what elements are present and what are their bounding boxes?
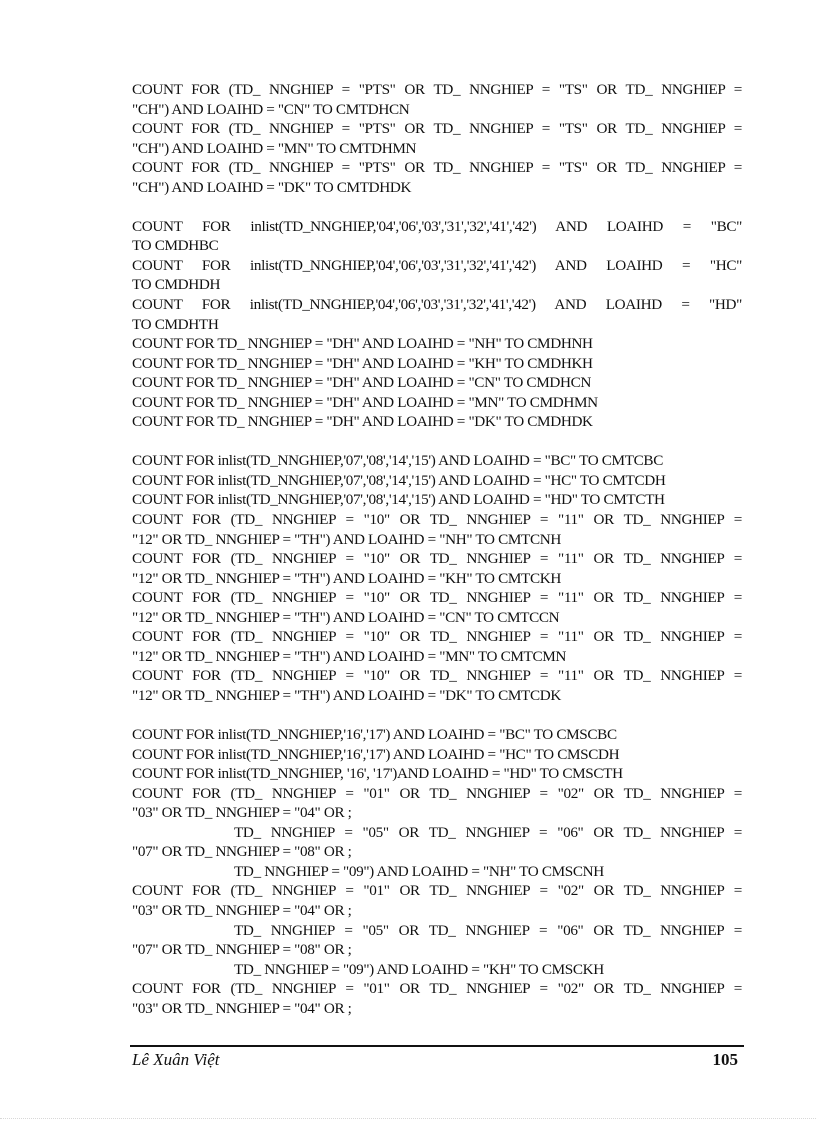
code-line: COUNT FOR (TD_ NNGHIEP = "10" OR TD_ NNGHIEP = "11" OR TD_ NNGHIEP = <box>132 589 742 607</box>
code-line: COUNT FOR TD_ NNGHIEP = "DH" AND LOAIHD = "KH" TO CMDHKH <box>132 354 593 372</box>
code-line: "07" OR TD_ NNGHIEP = "08" OR ; <box>132 941 352 959</box>
code-line: COUNT FOR (TD_ NNGHIEP = "PTS" OR TD_ NNGHIEP = "TS" OR TD_ NNGHIEP = <box>132 120 742 138</box>
page-number: 105 <box>712 1050 738 1069</box>
code-line: COUNT FOR (TD_ NNGHIEP = "PTS" OR TD_ NNGHIEP = "TS" OR TD_ NNGHIEP = <box>132 159 742 177</box>
code-line: COUNT FOR inlist(TD_NNGHIEP,'04','06','03','31','32','41','42') AND LOAIHD = "HD" <box>132 296 742 314</box>
code-line: COUNT FOR (TD_ NNGHIEP = "10" OR TD_ NNGHIEP = "11" OR TD_ NNGHIEP = <box>132 628 742 646</box>
code-line: TD_ NNGHIEP = "09") AND LOAIHD = "KH" TO CMSCKH <box>234 960 604 978</box>
code-line: "03" OR TD_ NNGHIEP = "04" OR ; <box>132 999 352 1017</box>
code-line: COUNT FOR TD_ NNGHIEP = "DH" AND LOAIHD = "NH" TO CMDHNH <box>132 335 593 353</box>
code-line: "07" OR TD_ NNGHIEP = "08" OR ; <box>132 843 352 861</box>
code-line: TO CMDHTH <box>132 315 219 333</box>
code-line: "CH") AND LOAIHD = "MN" TO CMTDHMN <box>132 139 417 157</box>
code-line: TD_ NNGHIEP = "05" OR TD_ NNGHIEP = "06" OR TD_ NNGHIEP = <box>234 823 742 841</box>
code-line: TO CMDHBC <box>132 237 219 255</box>
footer-author: Lê Xuân Việt <box>132 1050 220 1069</box>
code-line: COUNT FOR (TD_ NNGHIEP = "PTS" OR TD_ NNGHIEP = "TS" OR TD_ NNGHIEP = <box>132 81 742 98</box>
page-bottom-dotted-line <box>0 1118 816 1119</box>
code-line: COUNT FOR inlist(TD_NNGHIEP,'04','06','03','31','32','41','42') AND LOAIHD = "BC" <box>132 217 742 235</box>
code-line: COUNT FOR inlist(TD_NNGHIEP,'16','17') AND LOAIHD = "BC" TO CMSCBC <box>132 726 617 744</box>
code-line: TO CMDHDH <box>132 276 221 294</box>
code-line: COUNT FOR inlist(TD_NNGHIEP,'07','08','14','15') AND LOAIHD = "BC" TO CMTCBC <box>132 452 663 470</box>
footer-divider <box>130 1045 744 1047</box>
code-line: TD_ NNGHIEP = "05" OR TD_ NNGHIEP = "06" OR TD_ NNGHIEP = <box>234 921 742 939</box>
code-line: "CH") AND LOAIHD = "DK" TO CMTDHDK <box>132 178 412 196</box>
code-line: COUNT FOR inlist(TD_NNGHIEP, '16', '17')AND LOAIHD = "HD" TO CMSCTH <box>132 765 623 783</box>
blank-line <box>132 706 742 726</box>
code-line: COUNT FOR (TD_ NNGHIEP = "10" OR TD_ NNGHIEP = "11" OR TD_ NNGHIEP = <box>132 667 742 685</box>
code-line: COUNT FOR inlist(TD_NNGHIEP,'07','08','14','15') AND LOAIHD = "HD" TO CMTCTH <box>132 491 665 509</box>
code-line: "03" OR TD_ NNGHIEP = "04" OR ; <box>132 901 352 919</box>
code-line: "12" OR TD_ NNGHIEP = "TH") AND LOAIHD = "KH" TO CMTCKH <box>132 569 561 587</box>
code-line: COUNT FOR TD_ NNGHIEP = "DH" AND LOAIHD = "MN" TO CMDHMN <box>132 393 598 411</box>
code-line: COUNT FOR inlist(TD_NNGHIEP,'16','17') AND LOAIHD = "HC" TO CMSCDH <box>132 745 620 763</box>
code-line: COUNT FOR (TD_ NNGHIEP = "01" OR TD_ NNGHIEP = "02" OR TD_ NNGHIEP = <box>132 784 742 802</box>
blank-line <box>132 197 742 217</box>
code-line: "12" OR TD_ NNGHIEP = "TH") AND LOAIHD = "MN" TO CMTCMN <box>132 647 567 665</box>
code-line: COUNT FOR TD_ NNGHIEP = "DH" AND LOAIHD = "DK" TO CMDHDK <box>132 413 593 431</box>
code-line: COUNT FOR (TD_ NNGHIEP = "01" OR TD_ NNGHIEP = "02" OR TD_ NNGHIEP = <box>132 980 742 998</box>
blank-line <box>132 432 742 452</box>
code-line: TD_ NNGHIEP = "09") AND LOAIHD = "NH" TO CMSCNH <box>234 862 604 880</box>
code-line: COUNT FOR inlist(TD_NNGHIEP,'04','06','03','31','32','41','42') AND LOAIHD = "HC" <box>132 256 742 274</box>
code-line: COUNT FOR (TD_ NNGHIEP = "10" OR TD_ NNGHIEP = "11" OR TD_ NNGHIEP = <box>132 511 742 529</box>
code-line: COUNT FOR (TD_ NNGHIEP = "10" OR TD_ NNGHIEP = "11" OR TD_ NNGHIEP = <box>132 550 742 568</box>
code-line: COUNT FOR TD_ NNGHIEP = "DH" AND LOAIHD = "CN" TO CMDHCN <box>132 374 591 392</box>
code-line: "03" OR TD_ NNGHIEP = "04" OR ; <box>132 804 352 822</box>
page-body <box>132 80 742 1018</box>
code-line: COUNT FOR (TD_ NNGHIEP = "01" OR TD_ NNGHIEP = "02" OR TD_ NNGHIEP = <box>132 882 742 900</box>
code-line: "12" OR TD_ NNGHIEP = "TH") AND LOAIHD = "CN" TO CMTCCN <box>132 608 560 626</box>
code-line: COUNT FOR inlist(TD_NNGHIEP,'07','08','14','15') AND LOAIHD = "HC" TO CMTCDH <box>132 471 666 489</box>
code-line: "CH") AND LOAIHD = "CN" TO CMTDHCN <box>132 100 410 118</box>
code-line: "12" OR TD_ NNGHIEP = "TH") AND LOAIHD = "DK" TO CMTCDK <box>132 686 561 704</box>
code-line: "12" OR TD_ NNGHIEP = "TH") AND LOAIHD = "NH" TO CMTCNH <box>132 530 561 548</box>
